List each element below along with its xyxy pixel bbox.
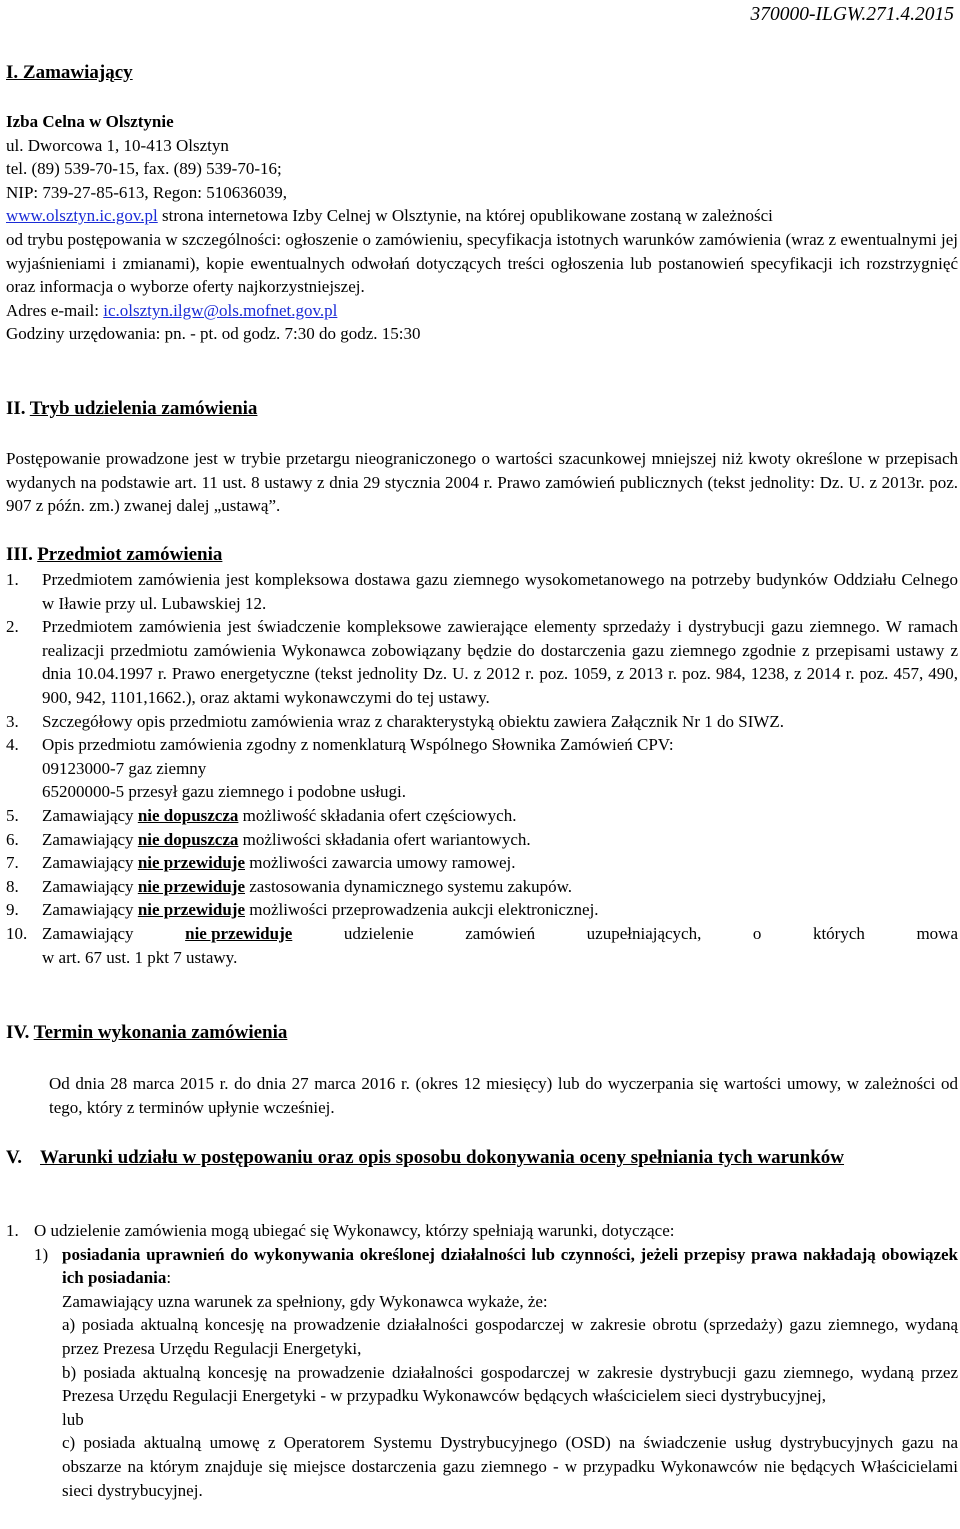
- list-item: 4. Opis przedmiotu zamówienia zgodny z nomenklaturą Wspólnego Słownika Zamówień CPV: 09123000-7 gaz ziemny 65200000-5 przesył gazu ziemnego i podobne usługi.: [6, 733, 958, 804]
- list-item: 3. Szczegółowy opis przedmiotu zamówienia wraz z charakterystyką obiektu zawiera Załącznik Nr 1 do SIWZ.: [6, 711, 785, 731]
- address: ul. Dworcowa 1, 10-413 Olsztyn: [6, 135, 229, 155]
- list-item: 9. Zamawiający nie przewiduje możliwości przeprowadzenia aukcji elektronicznej.: [6, 900, 599, 920]
- tax-ids: NIP: 739-27-85-613, Regon: 510636039,: [6, 182, 287, 202]
- contracting-authority-name: Izba Celna w Olsztynie: [6, 112, 174, 131]
- section-4-body: Od dnia 28 marca 2015 r. do dnia 27 marca 2016 r. (okres 12 miesięcy) lub do wyczerpania się wartości umowy, w zależności od tego, który z terminów upłynie wcześniej.: [49, 1074, 958, 1117]
- list-item: 1. Przedmiotem zamówienia jest kompleksowa dostawa gazu ziemnego wysokometanowego na potrzeby budynków Oddziału Celnego w Iławie przy ul. Lubawskiej 12.: [6, 570, 958, 613]
- section-1-contact: [6, 110, 958, 346]
- section-4-heading: IV. Termin wykonania zamówienia: [6, 1022, 288, 1043]
- document-reference: 370000-ILGW.271.4.2015: [750, 4, 954, 25]
- list-item: 2. Przedmiotem zamówienia jest świadczenie kompleksowe zawierające elementy sprzedaży i dystrybucji gazu ziemnego. W ramach realizacji przedmiotu zamówienia Wykonawca zobowiązany będzie do dostarczenia gazu ziemnego zgodnie z przepisami ustawy z dnia 10.04.1997 r. Prawo energetyczne (tekst jednolity Dz. U. z 2012 r. poz. 1059, z 2013 r. poz. 984, 1238, z 2014 r. poz. 457, 490, 900, 942, 1101,1662.), oraz aktami wykonawczymi do tej ustawy.: [6, 617, 958, 707]
- section-1-heading: I. Zamawiający: [6, 62, 133, 83]
- phone-fax: tel. (89) 539-70-15, fax. (89) 539-70-16;: [6, 159, 282, 179]
- section-2-body: Postępowanie prowadzone jest w trybie przetargu nieograniczonego o wartości szacunkowej mniejszej niż kwoty określone w przepisach wydanych na podstawie art. 11 ust. 8 ustawy z dnia 29 stycznia 2004 r. Prawo zamówień publicznych (tekst jednolity: Dz. U. z 2013r. poz. 907 z późn. zm.) zwanej dalej „ustawą”.: [6, 449, 958, 516]
- website-line: www.olsztyn.ic.gov.pl strona internetowa Izby Celnej w Olsztynie, na której opublikowane zostaną w zależności: [6, 206, 773, 226]
- list-item: 6. Zamawiający nie dopuszcza możliwości składania ofert wariantowych.: [6, 829, 531, 849]
- list-item: 7. Zamawiający nie przewiduje możliwości zawarcia umowy ramowej.: [6, 853, 516, 873]
- condition-b: b) posiada aktualną koncesję na prowadzenie działalności gospodarczej w zakresie dystrybucji gazu ziemnego, wydaną przez Prezesa Urzędu Regulacji Energetyki - w przypadku Wykonawców będących właścicielem sieci dystrybucyjnej,: [62, 1362, 958, 1406]
- condition-a: a) posiada aktualną koncesję na prowadzenie działalności gospodarczej w zakresie obrotu (sprzedaży) gazu ziemnego, wydaną przez Prezesa Urzędu Regulacji Energetyki,: [62, 1315, 958, 1358]
- list-item: 5. Zamawiający nie dopuszcza możliwość składania ofert częściowych.: [6, 805, 517, 825]
- section-3-heading: III. Przedmiot zamówienia: [6, 544, 223, 565]
- section-5-heading: V. Warunki udziału w postępowaniu oraz opis sposobu dokonywania oceny spełniania tych warunków: [6, 1147, 845, 1168]
- condition-c: c) posiada aktualną umowę z Operatorem Systemu Dystrybucyjnego (OSD) na świadczenie usług dystrybucyjnych gazu na obszarze na którym znajduje się miejsce dostarczenia gazu ziemnego - w przypadku Wykonawców nie będących Właścicielami sieci dystrybucyjnej.: [62, 1433, 958, 1500]
- section-3-list: [6, 568, 958, 969]
- list-item: 10. Zamawiający nie przewiduje udzielenie zamówień uzupełniających, o których mowa w art. 67 ust. 1 pkt 7 ustawy.: [6, 923, 958, 967]
- cpv-code-1: 09123000-7 gaz ziemny: [42, 758, 207, 778]
- website-link[interactable]: www.olsztyn.ic.gov.pl: [6, 206, 158, 226]
- email-line: Adres e-mail: ic.olsztyn.ilgw@ols.mofnet.gov.pl: [6, 300, 338, 320]
- list-item: 1. O udzielenie zamówienia mogą ubiegać się Wykonawcy, którzy spełniają warunki, dotyczące:: [6, 1221, 675, 1240]
- condition-or: lub: [62, 1409, 84, 1429]
- section-5-body: [6, 1219, 958, 1502]
- cpv-code-2: 65200000-5 przesył gazu ziemnego i podobne usługi.: [42, 782, 407, 802]
- email-link[interactable]: ic.olsztyn.ilgw@ols.mofnet.gov.pl: [103, 300, 338, 320]
- list-item: 8. Zamawiający nie przewiduje zastosowania dynamicznego systemu zakupów.: [6, 876, 573, 896]
- condition-intro: Zamawiający uzna warunek za spełniony, gdy Wykonawca wykaże, że:: [62, 1291, 548, 1311]
- section-2-heading: II. Tryb udzielenia zamówienia: [6, 398, 258, 419]
- sub-list-item: 1) posiadania uprawnień do wykonywania określonej działalności lub czynności, jeżeli przepisy prawa nakładają obowiązek ich posiadania: Zamawiający uzna warunek za spełniony, gdy Wykonawca wykaże, że: a) posiada aktualną koncesję na prowadzenie działalności gospodarczej w zakresie obrotu (sprzedaży) gazu ziemnego, wydaną przez Prezesa Urzędu Regulacji Energetyki, b) posiada aktualną koncesję na prowadzenie działalności gospodarczej w zakresie dystrybucji gazu ziemnego, wydaną przez Prezesa Urzędu Regulacji Energetyki - w przypadku Wykonawców będących właścicielem sieci dystrybucyjnej, lub c) posiada aktualną umowę z Operatorem Systemu Dystrybucyjnego (OSD) na świadczenie usług dystrybucyjnych gazu na obszarze na którym znajduje się miejsce dostarczenia gazu ziemnego - w przypadku Wykonawców nie będących Właścicielami sieci dystrybucyjnej.: [6, 1243, 958, 1503]
- website-description: od trybu postępowania w szczególności: ogłoszenie o zamówieniu, specyfikacja istotnych warunków zamówienia (wraz z ewentualnymi jej wyjaśnieniami i zmianami), kopie ewentualnych odwołań dotyczących treści ogłoszenia lub postanowień specyfikacji ich rozstrzygnięć oraz informacja o wyborze oferty najkorzystniejszej.: [6, 229, 958, 297]
- office-hours: Godziny urzędowania: pn. - pt. od godz. 7:30 do godz. 15:30: [6, 324, 421, 344]
